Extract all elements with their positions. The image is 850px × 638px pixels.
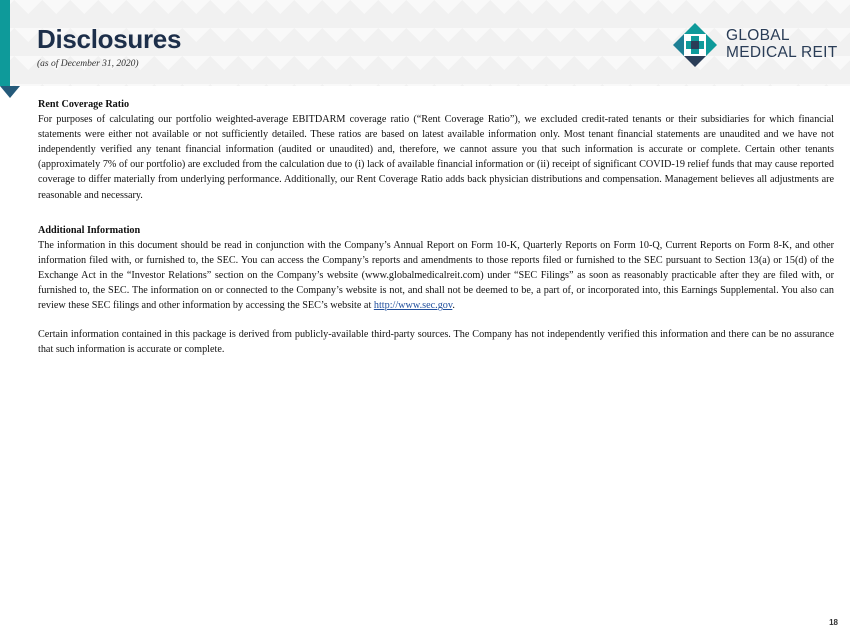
- section-spacer: [38, 203, 834, 223]
- third-party-disclaimer: Certain information contained in this package is derived from publicly-available third-party sources. The Company has not independently verified this information and there can be no assurance that such information is accurate or complete.: [38, 329, 834, 356]
- paragraph-spacer: [38, 313, 834, 327]
- additional-info-heading: Additional Information: [38, 224, 141, 236]
- page-number: 18: [829, 618, 838, 627]
- additional-info-text: The information in this document should be read in conjunction with the Company’s Annual Report on Form 10-K, Quarterly Reports on Form 10-Q, Current Reports on Form 8-K, and other information filed with, or furnished to, the SEC. You can access the Company’s reports and amendments to those reports filed or furnished to the SEC pursuant to Section 13(a) or 15(d) of the Exchange Act in the “Investor Relations” section on the Company’s website (www.globalmedicalreit.com) under “SEC Filings” as soon as reasonably practicable after they are filed with, or furnished to, the SEC. The information on or connected to the Company’s website is not, and shall not be deemed to be, a part of, or incorporated into, this Earnings Supplemental. You also can review these SEC filings and other information by accessing the SEC’s website at: [38, 239, 834, 312]
- page-subtitle: (as of December 31, 2020): [37, 59, 139, 69]
- logo-mark-icon: [672, 22, 718, 68]
- logo-text-line2: MEDICAL REIT: [726, 44, 838, 61]
- accent-notch: [0, 86, 20, 98]
- company-logo: [672, 22, 837, 68]
- disclosures-content: [38, 97, 834, 357]
- link-suffix: .: [452, 300, 455, 312]
- accent-bar: [0, 0, 10, 86]
- additional-info-body: [38, 238, 834, 313]
- page-title: Disclosures: [37, 24, 182, 54]
- sec-website-link[interactable]: http://www.sec.gov: [373, 300, 453, 312]
- rent-coverage-heading: Rent Coverage Ratio: [38, 99, 130, 110]
- rent-coverage-body: For purposes of calculating our portfolio weighted-average EBITDARM coverage ratio (“Rent Coverage Ratio”), we excluded credit-rated tenants or their subsidiaries for which financial statements were either not available or not sufficiently detailed. These ratios are based on latest available information only. Most tenant financial statements are unaudited and we have not independently verified any tenant financial information (audited or unaudited) and, therefore, we cannot assure you that such information is accurate or complete. Certain other tenants (approximately 7% of our portfolio) are excluded from the calculation due to (i) lack of available financial information or (ii) receipt of significant COVID-19 relief funds that may cause reported coverage to differ materially from underlying performance. Additionally, our Rent Coverage Ratio adds back physician distributions and compensation. Management believes all adjustments are reasonable and necessary.: [38, 114, 834, 201]
- logo-text-line1: GLOBAL: [726, 27, 790, 44]
